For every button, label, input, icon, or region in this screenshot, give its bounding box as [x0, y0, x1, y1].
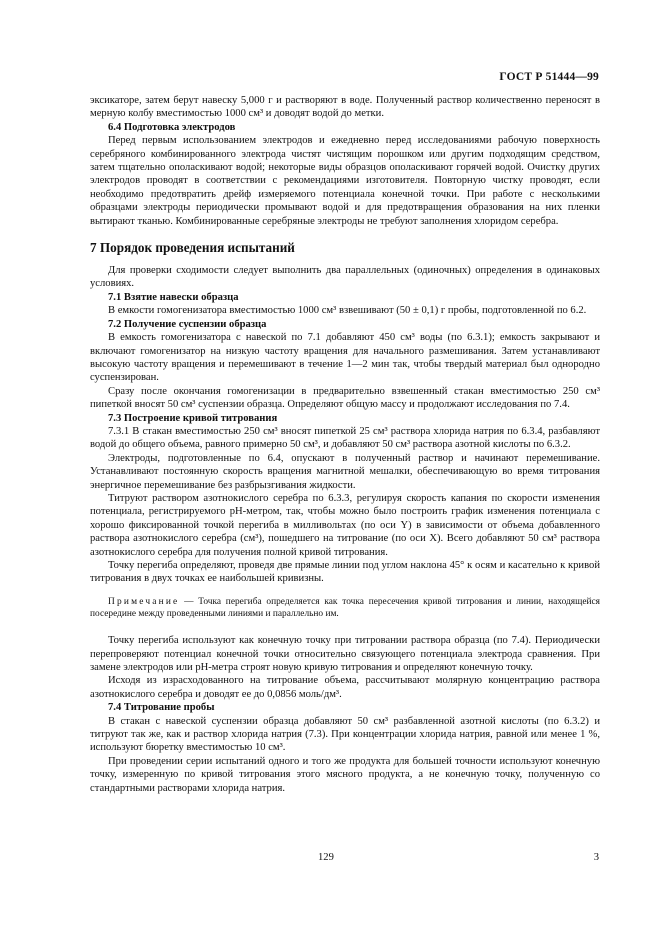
paragraph: Точку перегиба используют как конечную точку при титровании раствора образца (по 7.4). Периодически перепроверяют потенциал конечной точки относительно связующего потенциала электрода сравнения. При замене электродов или pH-метра строят новую кривую титрования и определяют конечную точку. [90, 635, 600, 674]
paragraph: Точку перегиба определяют, проведя две прямые линии под углом наклона 45° к осям и касательно к кривой титрования в двух точках ее наибольшей кривизны. [90, 560, 600, 585]
note-block [90, 596, 600, 620]
paragraph: При проведении серии испытаний одного и того же продукта для большей точности используют конечную точку, измеренную по кривой титрования этого мясного продукта, а не конечную точку, полученную со стандартными растворами хлорида натрия. [90, 755, 600, 794]
continuation-paragraph: эксикаторе, затем берут навеску 5,000 г и растворяют в воде. Полученный раствор количественно переносят в мерную колбу вместимостью 1000 см³ и доводят водой до метки. [90, 95, 600, 120]
subsection-title-7-2: 7.2 Получение суспензии образца [108, 318, 267, 330]
paragraph: Для проверки сходимости следует выполнить два параллельных (одиночных) определения в одинаковых условиях. [90, 265, 600, 290]
subsection-title-6-4: 6.4 Подготовка электродов [108, 121, 236, 133]
paragraph: Перед первым использованием электродов и ежедневно перед исследованиями рабочую поверхность серебряного комбинированного электрода чистят чистящим порошком или другим подходящим средством, затем тщательно ополаскивают водой; некоторые виды образцов ополаскивают горячей водой. Очистку других электродов проводят в соответствии с рекомендациями изготовителя. Повторную чистку проводят, если необходимо предотвратить дрейф измеряемого потенциала конечной точки. При работе с несколькими образцами электроды периодически промывают водой и для предотвращения образования на них пленки вытирают тканью. Комбинированные серебряные электроды не требуют заполнения хлоридом серебра. [90, 135, 600, 227]
note-text: — Точка перегиба определяется как точка пересечения кривой титрования и линии, находящейся посередине между проведенными линиями и параллельно им. [90, 596, 600, 620]
paragraph: В емкость гомогенизатора с навеской по 7.1 добавляют 450 см³ воды (по 6.3.1); емкость закрывают и включают гомогенизатор на низкую частоту вращения для начального размешивания. Затем устанавливают высокую частоту вращения и перемешивают в течение 1—2 мин так, чтобы твердый материал был однородно суспензирован. [90, 332, 600, 384]
subsection-title-7-3: 7.3 Построение кривой титрования [108, 412, 278, 424]
note-label: Примечание [108, 596, 180, 607]
paragraph: Электроды, подготовленные по 6.4, опускают в полученный раствор и начинают перемешивание. Устанавливают постоянную скорость вращения магнитной мешалки, обеспечивающую во время титрования энергичное перемешивание без разбрызгивания жидкости. [90, 452, 600, 491]
paragraph: В емкости гомогенизатора вместимостью 1000 см³ взвешивают (50 ± 0,1) г пробы, подготовленной по 6.2. [108, 305, 587, 317]
section-title-7: 7 Порядок проведения испытаний [90, 240, 295, 256]
folio-number: 129 [318, 852, 334, 863]
paragraph: 7.3.1 В стакан вместимостью 250 см³ вносят пипеткой 25 см³ раствора хлорида натрия по 6.3.4, разбавляют водой до общего объема, равного примерно 50 см³, и добавляют 50 см³ раствора азотной кислоты по 6.3.2. [90, 425, 600, 451]
subsection-title-7-4: 7.4 Титрование пробы [108, 702, 215, 714]
subsection-title-7-1: 7.1 Взятие навески образца [108, 291, 239, 303]
page-number: 3 [593, 852, 599, 863]
paragraph: Титруют раствором азотнокислого серебра по 6.3.3, регулируя скорость капания по скорости изменения потенциала, регистрируемого pH-метром, так, чтобы можно было построить график изменения потенциала с хорошо фиксированной точкой перегиба в милливольтах (по оси Y) в зависимости от объема добавленного раствора азотнокислого серебра (см³), пошедшего на титрование (по оси X). Всего добавляют 50 см³ раствора азотнокислого серебра для получения полной кривой титрования. [90, 492, 600, 558]
document-body [90, 94, 600, 795]
paragraph: В стакан с навеской суспензии образца добавляют 50 см³ разбавленной азотной кислоты (по 6.3.2) и титруют так же, как и раствор хлорида натрия (7.3). При концентрации хлорида натрия, равной или менее 1 %, используют бюретку вместимостью 10 см³. [90, 715, 600, 754]
paragraph: Сразу после окончания гомогенизации в предварительно взвешенный стакан вместимостью 250 см³ пипеткой вносят 50 см³ суспензии образца. Определяют общую массу и продолжают исследования по 7.4. [90, 385, 600, 411]
paragraph: Исходя из израсходованного на титрование объема, рассчитывают молярную концентрацию раствора азотнокислого серебра и доводят ее до 0,0856 моль/дм³. [90, 675, 600, 700]
standard-code-header: ГОСТ Р 51444—99 [499, 71, 599, 83]
